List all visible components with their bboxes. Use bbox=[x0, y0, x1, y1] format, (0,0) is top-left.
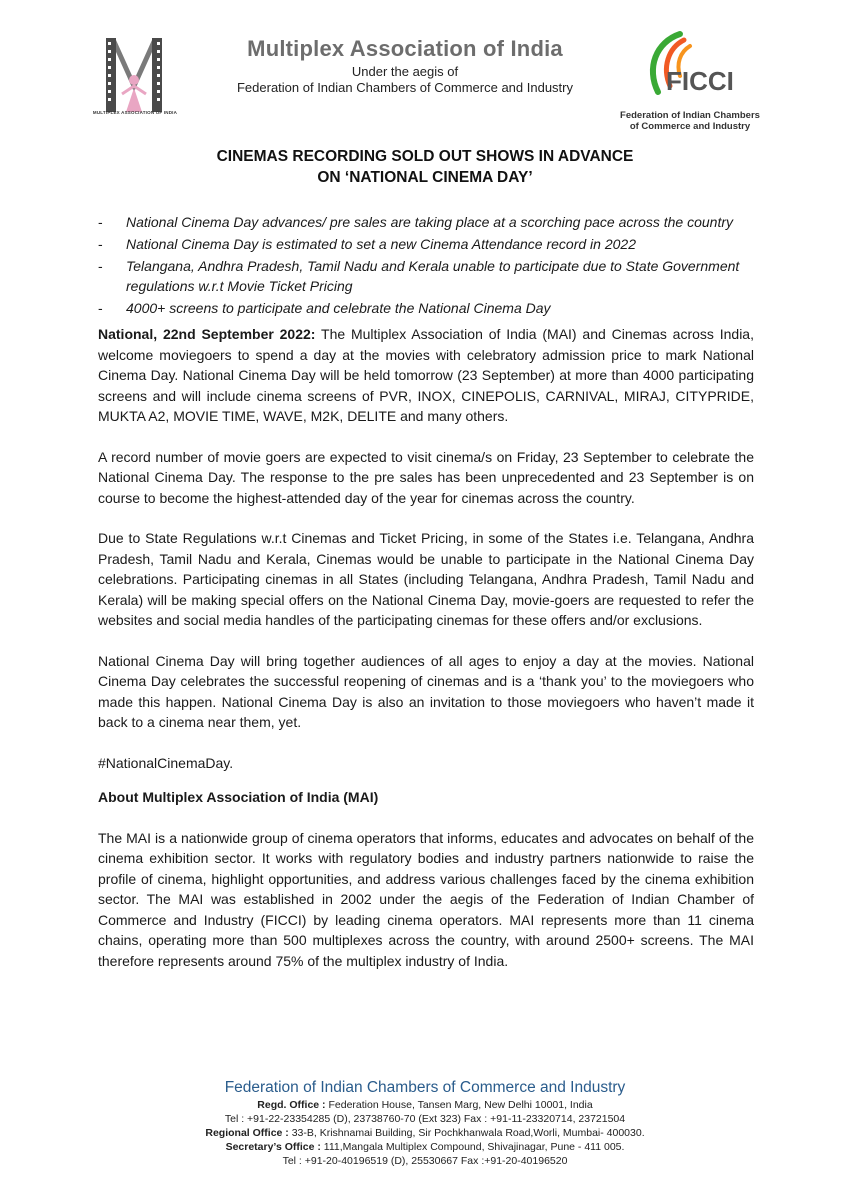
ficci-caption-line1: Federation of Indian Chambers bbox=[620, 110, 760, 121]
regional-label: Regional Office : bbox=[205, 1127, 289, 1139]
ficci-wordmark: FICCI bbox=[666, 66, 734, 96]
headline-line2: ON ‘NATIONAL CINEMA DAY’ bbox=[317, 169, 533, 186]
footer-secretary-tel: Tel : +91-20-40196519 (D), 25530667 Fax :+91-20-40196520 bbox=[282, 1155, 568, 1167]
footer-secretary-office bbox=[100, 1140, 750, 1154]
bullet-text: National Cinema Day is estimated to set a new Cinema Attendance record in 2022 bbox=[126, 236, 636, 252]
dateline: National, 22nd September 2022: bbox=[98, 326, 316, 342]
bullet-text: Telangana, Andhra Pradesh, Tamil Nadu and Kerala unable to participate due to State Government regulations w.r.t Movie Ticket Pricing bbox=[126, 258, 740, 294]
body-text bbox=[98, 324, 754, 991]
footer-title: Federation of Indian Chambers of Commerce and Industry bbox=[224, 1079, 626, 1096]
ficci-logo-icon bbox=[640, 28, 740, 112]
header-subtitle-line2: Federation of Indian Chambers of Commerce and Industry bbox=[236, 80, 573, 95]
bullet-text: National Cinema Day advances/ pre sales are taking place at a scorching pace across the country bbox=[126, 214, 733, 230]
footer-regd-tel: Tel : +91-22-23354285 (D), 23738760-70 (Ext 323) Fax : +91-11-23320714, 23721504 bbox=[224, 1113, 626, 1125]
secretary-text: 111,Mangala Multiplex Compound, Shivajinagar, Pune - 411 005. bbox=[320, 1141, 625, 1153]
footer-regional-office bbox=[100, 1126, 750, 1140]
paragraph-intro bbox=[98, 324, 754, 427]
ficci-caption bbox=[600, 110, 780, 132]
about-text: The MAI is a nationwide group of cinema operators that informs, educates and advocates on behalf of the cinema exhibition sector. It works with regulatory bodies and industry partners nationwide to raise the profile of cinema, highlight opportunities, and address various challenges faced by the cinema exhibition sector. The MAI was established in 2002 under the aegis of the Federation of Indian Chamber of Commerce and Industry (FICCI) by leading cinema operators. MAI represents more than 11 cinema chains, operating more than 500 multiplexes across the country, with around 2500+ screens. The MAI therefore represents around 75% of the multiplex industry of India. bbox=[98, 829, 754, 969]
mai-logo-caption: MULTIPLEX ASSOCIATION OF INDIA bbox=[92, 110, 178, 115]
highlights-list bbox=[98, 212, 778, 320]
about-heading: About Multiplex Association of India (MAI) bbox=[98, 789, 379, 805]
list-item: - Telangana, Andhra Pradesh, Tamil Nadu and Kerala unable to participate due to State Government regulations w.r.t Movie Ticket Pricing bbox=[98, 258, 740, 294]
headline-line1: CINEMAS RECORDING SOLD OUT SHOWS IN ADVANCE bbox=[216, 148, 634, 165]
hashtag: #NationalCinemaDay. bbox=[98, 754, 234, 771]
headline bbox=[100, 146, 750, 188]
ficci-caption-line2: of Commerce and Industry bbox=[629, 121, 751, 132]
regd-text: Federation House, Tansen Marg, New Delhi 10001, India bbox=[325, 1099, 593, 1111]
regional-text: 33-B, Krishnamai Building, Sir Pochkhanwala Road,Worli, Mumbai- 400030. bbox=[288, 1127, 645, 1139]
list-item: - National Cinema Day is estimated to set a new Cinema Attendance record in 2022 bbox=[98, 236, 636, 252]
list-item: - 4000+ screens to participate and celebrate the National Cinema Day bbox=[98, 300, 551, 316]
footer bbox=[100, 1078, 750, 1168]
secretary-label: Secretary’s Office : bbox=[225, 1141, 321, 1153]
header-title: Multiplex Association of India bbox=[247, 36, 563, 61]
footer-regd-office bbox=[100, 1098, 750, 1112]
paragraph-4: National Cinema Day will bring together audiences of all ages to enjoy a day at the movies. National Cinema Day celebrates the successful reopening of cinemas and is a ‘thank you’ to the moviegoers who made this happen. National Cinema Day is also an invitation to those moviegoers who haven’t made it back to a cinema near them, yet. bbox=[98, 652, 754, 730]
paragraph-3: Due to State Regulations w.r.t Cinemas and Ticket Pricing, in some of the States i.e. Telangana, Andhra Pradesh, Tamil Nadu and Kerala, Cinemas would be unable to participate in the National Cinema Day celebrations. Participating cinemas in all States (including Telangana, Andhra Pradesh, Tamil Nadu and Kerala) will be making special offers on the National Cinema Day, movie-goers are requested to refer the websites and social media handles of the participating cinemas for these offers and/or exclusions. bbox=[98, 530, 754, 628]
paragraph-intro-text: The Multiplex Association of India (MAI) and Cinemas across India, welcome moviegoers to spend a day at the movies with celebratory admission price to mark National Cinema Day. National Cinema Day will be held tomorrow (23 September) at more than 4000 participating screens and will include cinema screens of PVR, INOX, CINEPOLIS, CARNIVAL, MIRAJ, CITYPRIDE, MUKTA A2, MOVIE TIME, WAVE, M2K, DELITE and many others. bbox=[98, 326, 754, 424]
regd-label: Regd. Office : bbox=[257, 1099, 326, 1111]
list-item: - National Cinema Day advances/ pre sales are taking place at a scorching pace across the country bbox=[98, 214, 733, 230]
header-subtitle-line1: Under the aegis of bbox=[351, 64, 459, 79]
paragraph-2: A record number of movie goers are expected to visit cinema/s on Friday, 23 September to celebrate the National Cinema Day. The response to the pre sales has been unprecedented and 23 September is on course to become the highest-attended day of the year for cinemas across the country. bbox=[98, 448, 754, 506]
mai-logo-icon bbox=[100, 36, 168, 118]
bullet-text: 4000+ screens to participate and celebrate the National Cinema Day bbox=[126, 300, 551, 316]
